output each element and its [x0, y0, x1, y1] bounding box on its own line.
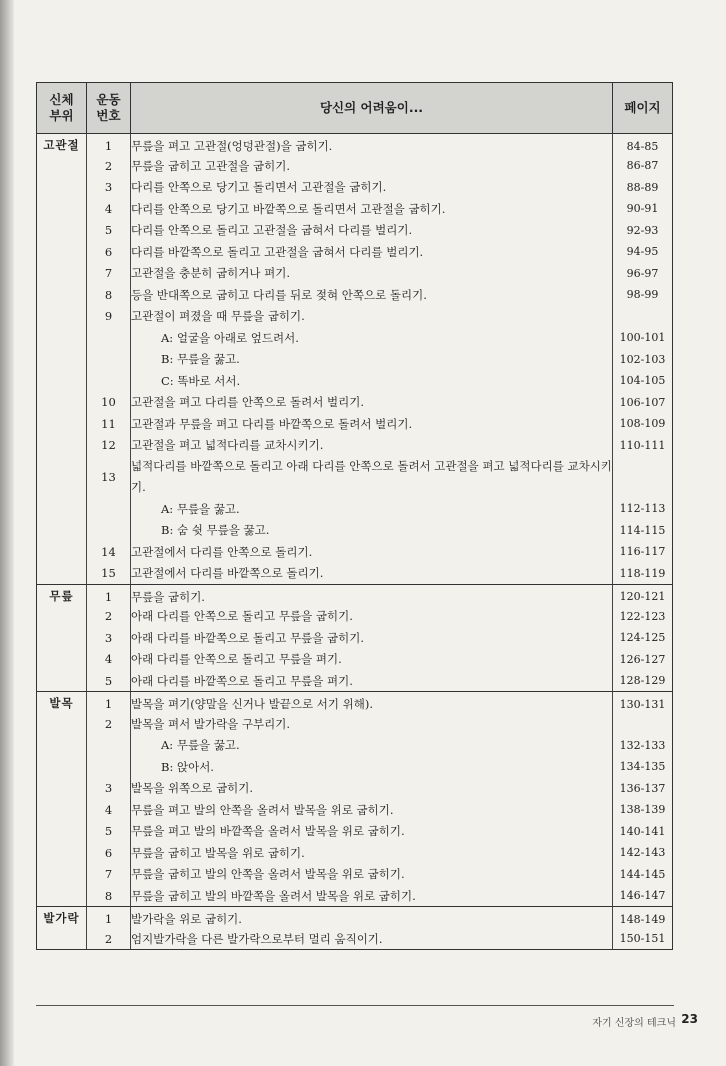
page-range-cell: 108-109: [613, 413, 673, 435]
difficulty-description-cell: 고관절과 무릎을 펴고 다리를 바깥쪽으로 돌려서 벌리기.: [131, 416, 413, 431]
body-part-cell: 발목: [37, 692, 87, 907]
page-range-cell: 94-95: [613, 241, 673, 263]
table-row: [37, 627, 673, 649]
header-exercise-number: 운동 번호: [87, 83, 131, 134]
table-row: [37, 864, 673, 886]
difficulty-description-cell: A: 무릎을 꿇고.: [161, 501, 240, 516]
exercise-number-cell: 8: [87, 885, 131, 907]
exercise-number-cell: 7: [87, 864, 131, 886]
exercise-number-cell: 6: [87, 842, 131, 864]
page-range-cell: 106-107: [613, 392, 673, 414]
exercise-number-cell: [87, 370, 131, 392]
exercise-number-cell: 4: [87, 198, 131, 220]
footer-book-title: 자기 신장의 테크닉: [592, 1018, 676, 1029]
exercise-number-cell: 2: [87, 713, 131, 735]
exercise-number-cell: 14: [87, 541, 131, 563]
exercise-number-cell: 3: [87, 627, 131, 649]
body-part-cell: 발가락: [37, 907, 87, 950]
difficulty-description-cell: C: 똑바로 서서.: [161, 373, 241, 388]
difficulty-description-cell: B: 숨 쉿 무릎을 꿇고.: [161, 523, 270, 538]
page-range-cell: 118-119: [613, 563, 673, 585]
page-range-cell: 124-125: [613, 627, 673, 649]
page-range-cell: 104-105: [613, 370, 673, 392]
page-number: 23: [681, 1012, 698, 1026]
table-row: [37, 498, 673, 520]
page-range-cell: 86-87: [613, 155, 673, 177]
stretch-index-table: [36, 82, 673, 950]
page-range-cell: 114-115: [613, 520, 673, 542]
header-difficulty: 당신의 어려움이...: [131, 83, 613, 134]
footer-divider: [36, 1005, 674, 1006]
exercise-number-cell: 13: [87, 456, 131, 498]
page-range-cell: [613, 306, 673, 328]
difficulty-description-cell: 고관절을 펴고 다리를 안쪽으로 돌려서 벌리기.: [131, 395, 365, 410]
difficulty-description-cell: 무릎을 굽히고 고관절을 굽히기.: [131, 158, 291, 173]
difficulty-description-cell: 발목을 펴서 발가락을 구부리기.: [131, 716, 291, 731]
difficulty-description-cell: 아래 다리를 안쪽으로 돌리고 무릎을 펴기.: [131, 652, 342, 667]
page-range-cell: 120-121: [613, 584, 673, 606]
exercise-number-cell: [87, 349, 131, 371]
exercise-number-cell: 5: [87, 821, 131, 843]
exercise-number-cell: [87, 327, 131, 349]
exercise-number-cell: 12: [87, 435, 131, 457]
exercise-number-cell: 10: [87, 392, 131, 414]
table-row: [37, 177, 673, 199]
exercise-number-cell: 15: [87, 563, 131, 585]
exercise-number-cell: 1: [87, 907, 131, 929]
exercise-number-cell: 8: [87, 284, 131, 306]
page-range-cell: 126-127: [613, 649, 673, 671]
page-range-cell: 140-141: [613, 821, 673, 843]
page-range-cell: 100-101: [613, 327, 673, 349]
exercise-number-cell: 3: [87, 778, 131, 800]
page-binding-shadow: [0, 0, 14, 1066]
table-row: [37, 327, 673, 349]
difficulty-description-cell: 무릎을 굽히기.: [131, 589, 205, 604]
page-range-cell: 130-131: [613, 692, 673, 714]
page-range-cell: 132-133: [613, 735, 673, 757]
table-row: [37, 349, 673, 371]
difficulty-description-cell: 다리를 바깥쪽으로 돌리고 고관절을 굽혀서 다리를 벌리기.: [131, 244, 424, 259]
page-range-cell: 92-93: [613, 220, 673, 242]
table-row: [37, 284, 673, 306]
difficulty-description-cell: 등을 반대쪽으로 굽히고 다리를 뒤로 젖혀 안쪽으로 돌리기.: [131, 287, 427, 302]
exercise-number-cell: 5: [87, 220, 131, 242]
exercise-number-cell: 1: [87, 692, 131, 714]
difficulty-description-cell: 넓적다리를 바깥쪽으로 돌리고 아래 다리를 안쪽으로 돌려서 고관절을 펴고 넓적다리를 교차시키기.: [131, 459, 612, 494]
difficulty-description-cell: 무릎을 펴고 고관절(엉덩관절)을 굽히기.: [131, 139, 333, 153]
page-range-cell: 122-123: [613, 606, 673, 628]
table-body: [37, 134, 673, 950]
exercise-number-cell: 5: [87, 670, 131, 692]
difficulty-description-cell: 고관절에서 다리를 안쪽으로 돌리기.: [131, 544, 313, 559]
table-row: [37, 842, 673, 864]
table-row: [37, 735, 673, 757]
exercise-number-cell: 6: [87, 241, 131, 263]
page-range-cell: 128-129: [613, 670, 673, 692]
table-row: [37, 756, 673, 778]
exercise-number-cell: 2: [87, 155, 131, 177]
table-row: [37, 799, 673, 821]
difficulty-description-cell: 발목을 펴기(양말을 신거나 발끝으로 서기 위해).: [131, 697, 373, 711]
difficulty-description-cell: 다리를 안쪽으로 당기고 바깥쪽으로 돌리면서 고관절을 굽히기.: [131, 201, 446, 216]
table-row: [37, 907, 673, 929]
exercise-number-cell: 11: [87, 413, 131, 435]
header-body-part: 신체 부위: [37, 83, 87, 134]
table-row: [37, 563, 673, 585]
difficulty-description-cell: 엄지발가락을 다른 발가락으로부터 멀리 움직이기.: [131, 928, 613, 950]
exercise-number-cell: 2: [87, 606, 131, 628]
body-part-cell: 무릎: [37, 584, 87, 692]
exercise-number-cell: 2: [87, 928, 131, 950]
page-range-cell: 148-149: [613, 907, 673, 929]
table-row: [37, 134, 673, 156]
page-range-cell: 150-151: [613, 928, 673, 950]
difficulty-description-cell: 무릎을 굽히고 발의 바깥쪽을 올려서 발목을 위로 굽히기.: [131, 885, 613, 907]
page-range-cell: 142-143: [613, 842, 673, 864]
exercise-number-cell: 4: [87, 649, 131, 671]
table-row: [37, 435, 673, 457]
table-row: [37, 713, 673, 735]
table-header-row: [37, 83, 673, 134]
table-row: [37, 306, 673, 328]
difficulty-description-cell: B: 앉아서.: [161, 759, 214, 774]
table-row: [37, 821, 673, 843]
page-range-cell: [613, 456, 673, 498]
difficulty-description-cell: B: 무릎을 꿇고.: [161, 352, 240, 367]
table-row: [37, 928, 673, 950]
page-range-cell: 144-145: [613, 864, 673, 886]
table-row: [37, 520, 673, 542]
table-row: [37, 649, 673, 671]
table-row: [37, 155, 673, 177]
page-range-cell: 102-103: [613, 349, 673, 371]
exercise-number-cell: 4: [87, 799, 131, 821]
page-range-cell: 136-137: [613, 778, 673, 800]
table-row: [37, 584, 673, 606]
exercise-number-cell: 1: [87, 134, 131, 156]
page-range-cell: [613, 713, 673, 735]
exercise-number-cell: 1: [87, 584, 131, 606]
exercise-number-cell: 9: [87, 306, 131, 328]
header-page: 페이지: [613, 83, 673, 134]
page-range-cell: 90-91: [613, 198, 673, 220]
difficulty-description-cell: 무릎을 펴고 발의 안쪽을 올려서 발목을 위로 굽히기.: [131, 802, 394, 817]
difficulty-description-cell: 무릎을 굽히고 발의 안쪽을 올려서 발목을 위로 굽히기.: [131, 867, 405, 882]
difficulty-description-cell: A: 무릎을 꿇고.: [161, 738, 240, 753]
difficulty-description-cell: 다리를 안쪽으로 당기고 돌리면서 고관절을 굽히기.: [131, 180, 387, 195]
table-row: [37, 198, 673, 220]
table-row: [37, 778, 673, 800]
page-range-cell: 116-117: [613, 541, 673, 563]
exercise-number-cell: [87, 520, 131, 542]
page-range-cell: 110-111: [613, 435, 673, 457]
difficulty-description-cell: A: 얼굴을 아래로 엎드려서.: [161, 330, 299, 345]
exercise-number-cell: [87, 756, 131, 778]
table-row: [37, 263, 673, 285]
difficulty-description-cell: 고관절을 충분히 굽히거나 펴기.: [131, 266, 291, 281]
difficulty-description-cell: 무릎을 펴고 발의 바깥쪽을 올려서 발목을 위로 굽히기.: [131, 824, 405, 839]
page-range-cell: 138-139: [613, 799, 673, 821]
table-row: [37, 392, 673, 414]
page-range-cell: 98-99: [613, 284, 673, 306]
difficulty-description-cell: 고관절을 펴고 넓적다리를 교차시키기.: [131, 438, 324, 453]
exercise-number-cell: [87, 735, 131, 757]
difficulty-description-cell: 무릎을 굽히고 발목을 위로 굽히기.: [131, 845, 305, 860]
difficulty-description-cell: 고관절에서 다리를 바깥쪽으로 돌리기.: [131, 563, 613, 585]
page-range-cell: 96-97: [613, 263, 673, 285]
table-row: [37, 413, 673, 435]
difficulty-description-cell: 다리를 안쪽으로 돌리고 고관절을 굽혀서 다리를 벌리기.: [131, 223, 413, 238]
exercise-number-cell: 3: [87, 177, 131, 199]
table-row: [37, 692, 673, 714]
difficulty-description-cell: 고관절이 펴졌을 때 무릎을 굽히기.: [131, 309, 305, 324]
exercise-number-cell: 7: [87, 263, 131, 285]
difficulty-description-cell: 아래 다리를 바깥쪽으로 돌리고 무릎을 펴기.: [131, 670, 613, 692]
body-part-cell: 고관절: [37, 134, 87, 585]
exercise-number-cell: [87, 498, 131, 520]
page-range-cell: 146-147: [613, 885, 673, 907]
difficulty-description-cell: 발목을 위쪽으로 굽히기.: [131, 781, 254, 796]
page-range-cell: 112-113: [613, 498, 673, 520]
difficulty-description-cell: 발가락을 위로 굽히기.: [131, 912, 242, 926]
table-row: [37, 606, 673, 628]
table-row: [37, 670, 673, 692]
table-row: [37, 220, 673, 242]
difficulty-description-cell: 아래 다리를 안쪽으로 돌리고 무릎을 굽히기.: [131, 609, 353, 624]
page-range-cell: 134-135: [613, 756, 673, 778]
table-row: [37, 885, 673, 907]
difficulty-description-cell: 아래 다리를 바깥쪽으로 돌리고 무릎을 굽히기.: [131, 630, 365, 645]
table-row: [37, 370, 673, 392]
table-row: [37, 541, 673, 563]
page-range-cell: 88-89: [613, 177, 673, 199]
table-row: [37, 241, 673, 263]
table-row: [37, 456, 673, 498]
page-range-cell: 84-85: [613, 134, 673, 156]
